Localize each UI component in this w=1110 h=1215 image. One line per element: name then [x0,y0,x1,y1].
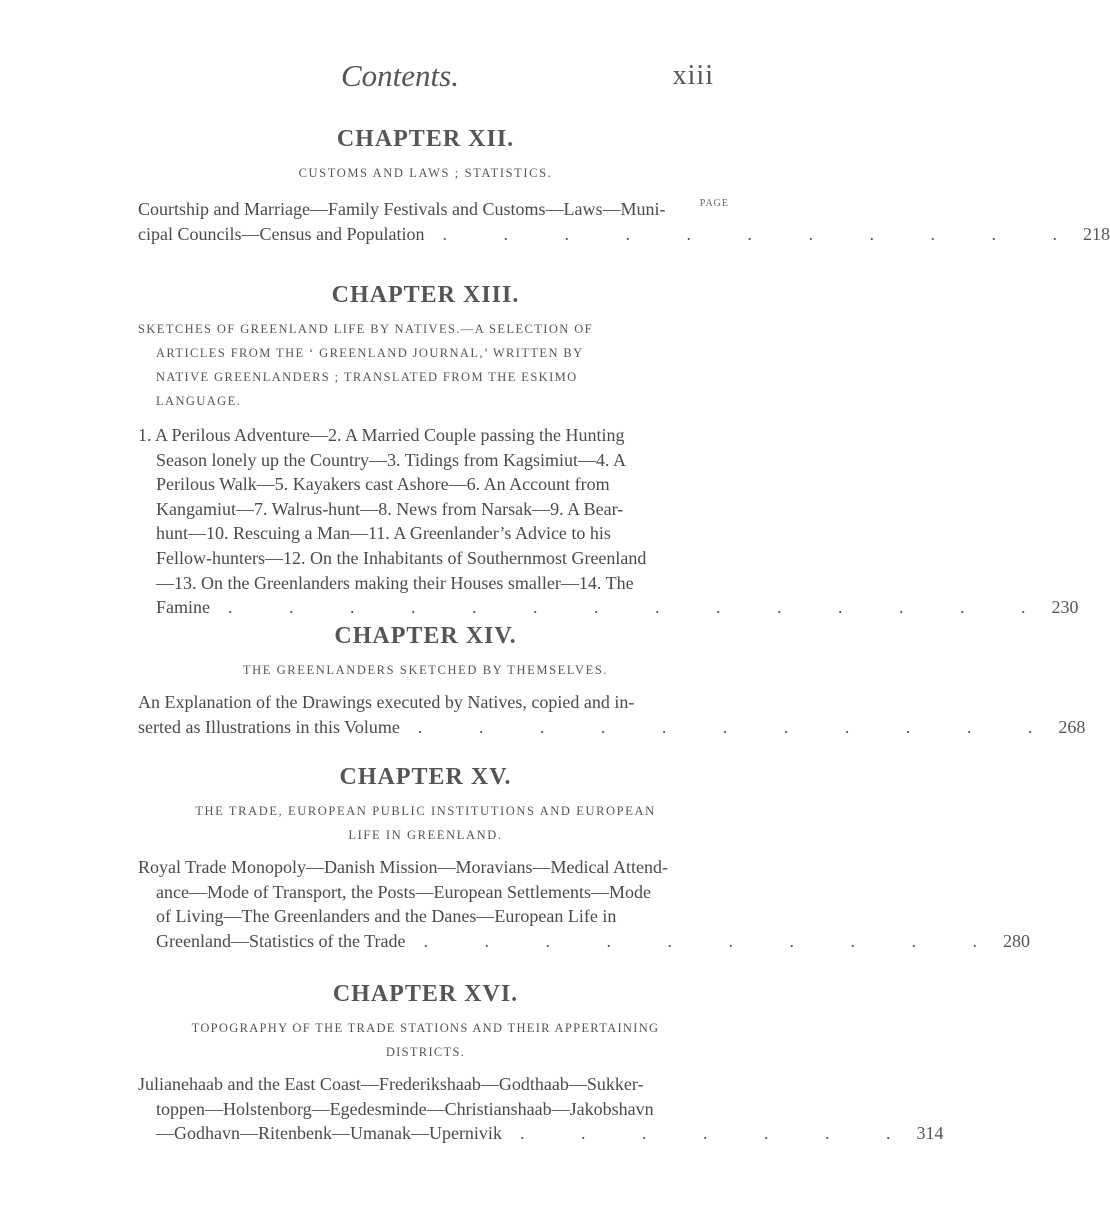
summary-line: of Living—The Greenlanders and the Danes—European Life in [156,906,617,927]
summary-line: ance—Mode of Transport, the Posts—European Settlements—Mode [156,881,651,902]
subtitle-line: ARTICLES FROM THE ‘ GREENLAND JOURNAL,’ WRITTEN BY [156,346,584,360]
page-reference: 230 [1051,597,1079,618]
chapter-subtitle: THE GREENLANDERS SKETCHED BY THEMSELVES. [242,663,609,677]
summary-line: Season lonely up the Country—3. Tidings from Kagsimiut—4. A [156,449,627,470]
chapter-summary [138,423,1079,620]
summary-line: Fellow-hunters—12. On the Inhabitants of Southernmost Greenland [156,547,647,568]
toc-entry [138,929,1030,954]
summary-line: serted as Illustrations in this Volume [138,716,400,737]
summary-line: Kangamiut—7. Walrus-hunt—8. News from Narsak—9. A Bear- [156,498,624,519]
summary-line: 1. A Perilous Adventure—2. A Married Couple passing the Hunting [138,425,625,445]
chapter-xv [138,764,1030,953]
chapter-subtitle [138,1016,713,1064]
leader-dots: . . . . . . . [519,1123,917,1144]
page-reference: 218 [1082,223,1110,244]
subtitle-line: THE TRADE, EUROPEAN PUBLIC INSTITUTIONS AND EUROPEAN [195,804,656,818]
toc-entry [138,715,1086,740]
page-reference: 314 [916,1123,944,1144]
toc-entry [138,595,1079,620]
summary-line: hunt—10. Rescuing a Man—11. A Greenlander’s Advice to his [156,523,611,544]
summary-line: Perilous Walk—5. Kayakers cast Ashore—6. An Account from [156,474,610,495]
summary-line: Royal Trade Monopoly—Danish Mission—Moravians—Medical Attend- [138,857,668,877]
summary-line: Greenland—Statistics of the Trade [156,930,406,951]
chapter-title: CHAPTER XVI. [332,981,519,1007]
subtitle-line: SKETCHES OF GREENLAND LIFE BY NATIVES.—A SELECTION OF [138,322,593,336]
chapter-xvi [138,981,944,1146]
page-reference: 268 [1058,716,1086,737]
chapter-title: CHAPTER XIV. [334,623,517,649]
summary-line: cipal Councils—Census and Population [138,223,425,244]
chapter-title: CHAPTER XV. [339,764,512,790]
summary-line: An Explanation of the Drawings executed by Natives, copied and in- [138,692,635,712]
chapter-summary [138,1072,944,1146]
page-column-label: PAGE [699,198,729,209]
chapter-xiii [138,282,1079,620]
summary-line: Famine [156,597,210,618]
summary-line: —13. On the Greenlanders making their Houses smaller—14. The [156,572,634,593]
chapter-subtitle [138,799,713,847]
chapter-subtitle: CUSTOMS AND LAWS ; STATISTICS. [298,166,553,180]
summary-line: Julianehaab and the East Coast—Frederikshaab—Godthaab—Sukker- [138,1074,644,1094]
chapter-title: CHAPTER XIII. [331,282,520,308]
toc-entry [138,222,1110,247]
page-header [0,58,800,98]
leader-dots: . . . . . . . . . . . . . . [228,597,1052,618]
toc-entry [138,1121,944,1146]
summary-line: Courtship and Marriage—Family Festivals and Customs—Laws—Muni- [138,199,666,219]
subtitle-line: LIFE IN GREENLAND. [348,828,503,842]
subtitle-line: LANGUAGE. [156,394,242,408]
leader-dots: . . . . . . . . . . [423,930,1003,951]
page-number: xiii [672,60,714,91]
leader-dots: . . . . . . . . . . . [442,223,1083,244]
subtitle-line: TOPOGRAPHY OF THE TRADE STATIONS AND THEIR APPERTAINING [191,1021,660,1035]
chapter-xii [138,126,1110,246]
subtitle-line: DISTRICTS. [385,1045,466,1059]
chapter-xiv [138,623,1086,739]
page-reference: 280 [1002,930,1030,951]
chapter-summary [138,690,1086,739]
subtitle-line: NATIVE GREENLANDERS ; TRANSLATED FROM THE ESKIMO [156,370,578,384]
chapter-subtitle [138,317,713,413]
leader-dots: . . . . . . . . . . . [417,716,1059,737]
chapter-summary [138,855,1030,953]
running-title: Contents. [341,58,459,93]
chapter-title: CHAPTER XII. [336,126,515,152]
summary-line: —Godhavn—Ritenbenk—Umanak—Upernivik [156,1123,502,1144]
summary-line: toppen—Holstenborg—Egedesminde—Christianshaab—Jakobshavn [156,1098,654,1119]
